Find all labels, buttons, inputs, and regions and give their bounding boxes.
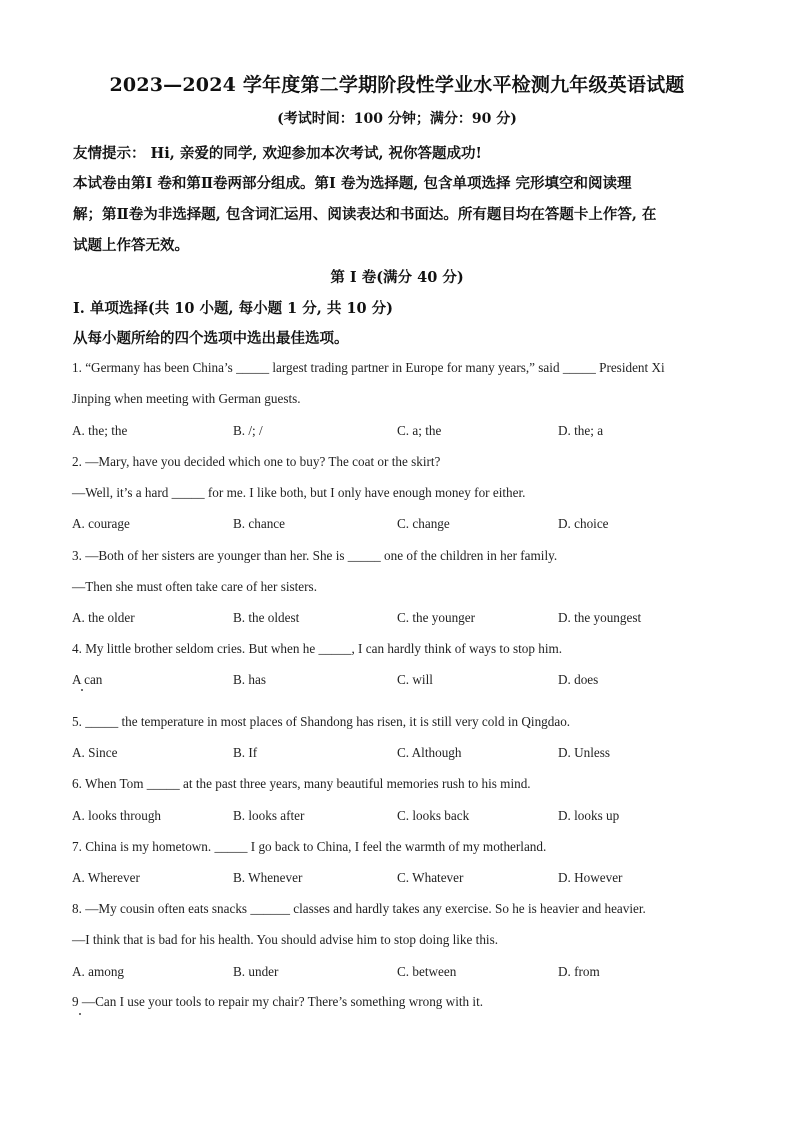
question-2-options xyxy=(72,516,752,534)
option-d: D. does xyxy=(558,672,599,687)
option-a: A. the; the xyxy=(72,423,128,438)
option-b: B. has xyxy=(233,672,266,687)
option-b: B. looks after xyxy=(233,808,305,823)
option-b: B. chance xyxy=(233,516,285,531)
question-4-line-1: 4. My little brother seldom cries. But when he _____, I can hardly think of ways to stop him. xyxy=(72,641,563,656)
intro-line-3: 试题上作答无效。 xyxy=(73,237,189,254)
option-c: C. the younger xyxy=(397,610,476,625)
option-d: D. the; a xyxy=(558,423,604,438)
question-6-options xyxy=(72,808,752,826)
option-c: C. looks back xyxy=(397,808,470,823)
intro-line-1: 本试卷由第Ⅰ 卷和第Ⅱ卷两部分组成。第Ⅰ 卷为选择题, 包含单项选择 完形填空和阅读理 xyxy=(73,175,632,192)
option-a: A. Wherever xyxy=(72,870,140,885)
option-d: D. choice xyxy=(558,516,609,531)
question-1-line-1: 1. “Germany has been China’s _____ largest trading partner in Europe for many years,” said _____ President Xi xyxy=(72,360,665,375)
question-7-options xyxy=(72,870,752,888)
option-a: A. looks through xyxy=(72,808,162,823)
option-c: C. between xyxy=(397,964,457,979)
option-c: C. Although xyxy=(397,745,462,760)
option-c: C. a; the xyxy=(397,423,442,438)
section-heading: 第 Ⅰ 卷(满分 40 分) xyxy=(330,269,464,286)
option-a: A can xyxy=(72,672,103,687)
option-b: B. the oldest xyxy=(233,610,300,625)
option-a: A. the older xyxy=(72,610,135,625)
page-title: 2023—2024 学年度第二学期阶段性学业水平检测九年级英语试题 xyxy=(109,74,685,96)
question-9-line-1: 9 —Can I use your tools to repair my chair? There’s something wrong with it. xyxy=(72,994,484,1009)
option-a: A. among xyxy=(72,964,125,979)
intro-line-2: 解；第Ⅱ卷为非选择题, 包含词汇运用、阅读表达和书面达。所有题目均在答题卡上作答, 在 xyxy=(73,206,657,223)
part-instruction: 从每小题所给的四个选项中选出最佳选项。 xyxy=(73,330,349,347)
question-1-line-2: Jinping when meeting with German guests. xyxy=(72,391,301,406)
option-a: A. Since xyxy=(72,745,118,760)
option-b: B. Whenever xyxy=(233,870,303,885)
question-2-line-2: —Well, it’s a hard _____ for me. I like both, but I only have enough money for either. xyxy=(72,485,526,500)
option-c: C. Whatever xyxy=(397,870,464,885)
question-3-line-2: —Then she must often take care of her sisters. xyxy=(72,579,317,594)
option-d: D. looks up xyxy=(558,808,620,823)
question-5-line-1: 5. _____ the temperature in most places of Shandong has risen, it is still very cold in Qingdao. xyxy=(72,714,571,729)
exam-info: (考试时间：100 分钟；满分：90 分) xyxy=(277,111,517,127)
question-3-options xyxy=(72,610,752,628)
question-8-line-1: 8. —My cousin often eats snacks ______ classes and hardly takes any exercise. So he is heavier and heavier. xyxy=(72,901,646,916)
scan-dot xyxy=(81,689,83,691)
question-5-options xyxy=(72,745,752,763)
friendly-tip: 友情提示： Hi, 亲爱的同学, 欢迎参加本次考试, 祝你答题成功! xyxy=(73,145,482,162)
part-title: I. 单项选择(共 10 小题, 每小题 1 分, 共 10 分) xyxy=(73,300,394,317)
option-d: D. Unless xyxy=(558,745,611,760)
option-b: B. If xyxy=(233,745,258,760)
question-2-line-1: 2. —Mary, have you decided which one to buy? The coat or the skirt? xyxy=(72,454,441,469)
question-7-line-1: 7. China is my hometown. _____ I go back to China, I feel the warmth of my motherland. xyxy=(72,839,547,854)
question-8-line-2: —I think that is bad for his health. You should advise him to stop doing like this. xyxy=(72,932,499,947)
question-3-line-1: 3. —Both of her sisters are younger than her. She is _____ one of the children in her family. xyxy=(72,548,558,563)
question-1-options xyxy=(72,423,752,441)
scan-dot xyxy=(79,1013,81,1015)
option-c: C. will xyxy=(397,672,433,687)
option-d: D. from xyxy=(558,964,600,979)
option-a: A. courage xyxy=(72,516,130,531)
question-4-options xyxy=(72,672,752,690)
option-b: B. /; / xyxy=(233,423,263,438)
option-b: B. under xyxy=(233,964,279,979)
option-d: D. the youngest xyxy=(558,610,642,625)
question-6-line-1: 6. When Tom _____ at the past three years, many beautiful memories rush to his mind. xyxy=(72,776,531,791)
option-c: C. change xyxy=(397,516,450,531)
question-8-options xyxy=(72,964,752,982)
option-d: D. However xyxy=(558,870,623,885)
